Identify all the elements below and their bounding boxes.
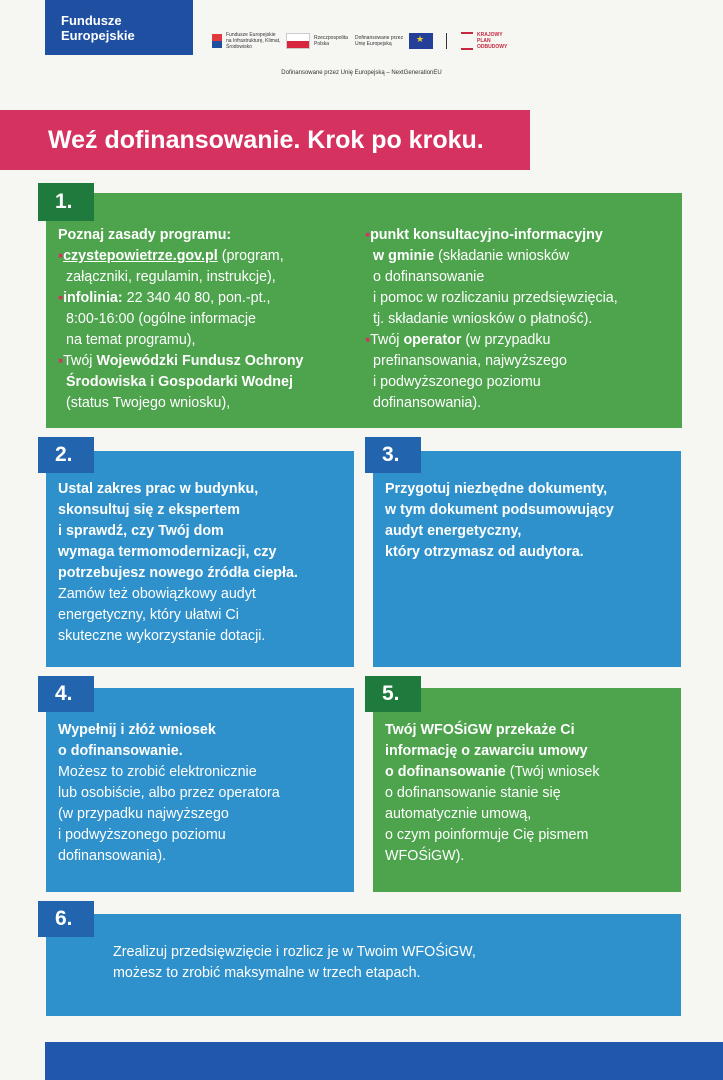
fenix-logo (212, 28, 282, 54)
bullet-wfosigw: ▪Twój Wojewódzki Fundusz Ochrony (58, 353, 304, 369)
website-link[interactable]: czystepowietrze.gov.pl (63, 248, 218, 264)
pl-flag-icon (286, 33, 310, 49)
eu-logo (355, 28, 433, 54)
fundusze-europejskie-badge: Fundusze Europejskie (45, 0, 193, 55)
kpo-logo-text: KRAJOWY PLAN ODBUDOWY (477, 32, 508, 50)
bullet-punkt: ▪punkt konsultacyjno-informacyjny (365, 227, 603, 243)
fenix-logo-text: Fundusze Europejskie na Infrastrukturę, Klimat, Środowisko (226, 32, 281, 50)
step-2-number: 2. (38, 437, 94, 473)
step-2-bold: Ustal zakres prac w budynku, skonsultuj się z ekspertem i sprawdź, czy Twój dom wymaga termomodernizacji, czy potrzebujesz nowego źródła ciepła. (58, 481, 298, 581)
step-1-number: 1. (38, 183, 94, 221)
step-4-number: 4. (38, 676, 94, 712)
step-5-text: Twój WFOŚiGW przekaże Ci informację o zawarciu umowy o dofinansowanie (Twój wniosek o dofinansowanie stanie się automatycznie umową, o czym poinformuje Cię pismem WFOŚiGW). (385, 722, 600, 864)
bullet-website: ▪czystepowietrze.gov.pl (program, (58, 248, 284, 264)
step-2-text: Ustal zakres prac w budynku, skonsultuj się z ekspertem i sprawdź, czy Twój dom wymaga termomodernizacji, czy potrzebujesz nowego źródła ciepła. Zamów też obowiązkowy audyt energetyczny, który ułatwi Ci skuteczne wykorzystanie dotacji. (58, 479, 350, 647)
kpo-icon (461, 32, 473, 50)
bullet-operator: ▪Twój operator (w przypadku (365, 332, 551, 348)
divider (446, 33, 447, 49)
step-3-number: 3. (365, 437, 421, 473)
step-5-number: 5. (365, 676, 421, 712)
eu-logo-text: Dofinansowane przez Unię Europejską (355, 35, 404, 47)
fe-star-icon (212, 34, 222, 48)
kpo-logo (446, 28, 513, 54)
step-1-left-text: Poznaj zasady programu: ▪czystepowietrze.gov.pl (program, załączniki, regulamin, instrukcje), ▪infolinia: 22 340 40 80, pon.-pt., 8:00-16:00 (ogólne informacje na temat programu), ▪Twój Wojewódzki Fundusz Ochrony Środowiska i Gospodarki Wodnej (status Twojego wniosku), (58, 225, 358, 414)
polska-logo-text: Rzeczpospolita Polska (314, 35, 348, 47)
step-3-text: Przygotuj niezbędne dokumenty, w tym dokument podsumowujący audyt energetyczny, który otrzymasz od audytora. (385, 481, 614, 560)
polska-logo (286, 28, 350, 54)
bullet-infolinia: ▪infolinia: 22 340 40 80, pon.-pt., (58, 290, 271, 306)
step-6-text: Zrealizuj przedsięwzięcie i rozlicz je w Twoim WFOŚiGW, możesz to zrobić maksymalne w trzech etapach. (113, 944, 476, 981)
footer-band (45, 1042, 723, 1080)
step-4-text: Wypełnij i złóż wniosek o dofinansowanie. Możesz to zrobić elektronicznie lub osobiście, albo przez operatora (w przypadku najwyższego i podwyższonego poziomu dofinansowania). (58, 722, 280, 864)
funding-note: Dofinansowane przez Unię Europejską – NextGenerationEU (281, 70, 442, 76)
step-6-number: 6. (38, 901, 94, 937)
eu-flag-icon (409, 33, 433, 49)
step-1-intro: Poznaj zasady programu: (58, 227, 232, 243)
step-1-right-text: ▪punkt konsultacyjno-informacyjny w gminie (składanie wniosków o dofinansowanie i pomoc w rozliczaniu przedsięwzięcia, tj. składanie wniosków o płatność). ▪Twój operator (w przypadku prefinansowania, najwyższego i podwyższonego poziomu dofinansowania). (365, 225, 675, 414)
page-title: Weź dofinansowanie. Krok po kroku. (0, 110, 530, 170)
